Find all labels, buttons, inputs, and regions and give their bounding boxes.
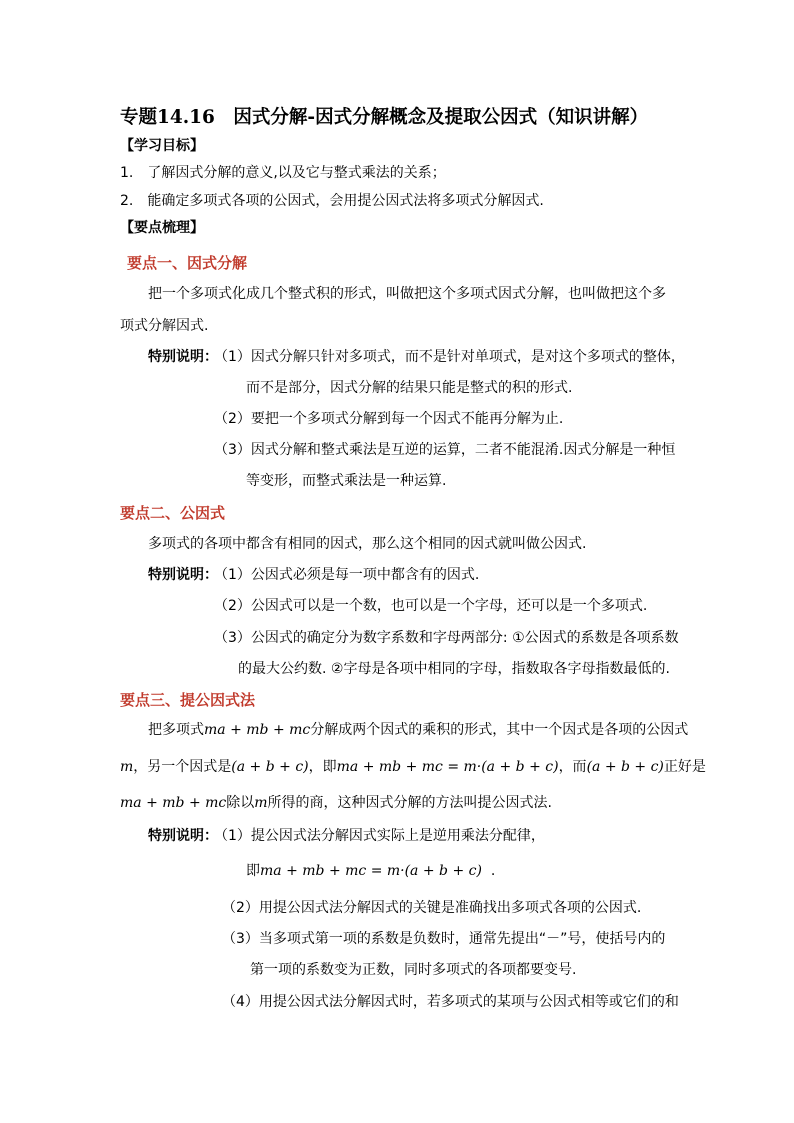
point2-heading: 要点二、公因式	[120, 504, 226, 522]
math-sum-2: (a + b + c)	[586, 759, 664, 775]
objective-item-1: 1. 了解因式分解的意义,以及它与整式乘法的关系；	[120, 165, 446, 181]
point2-body: 多项式的各项中都含有相同的因式，那么这个相同的因式就叫做公因式.	[148, 536, 587, 552]
summary-heading: 【要点梳理】	[120, 220, 204, 236]
point2-note-3: （3）公因式的确定分为数字系数和字母两部分: ①公因式的系数是各项系数	[214, 630, 679, 646]
objectives-heading: 【学习目标】	[120, 138, 204, 154]
page-title: 专题14.16 因式分解-因式分解概念及提取公因式（知识讲解）	[120, 107, 649, 128]
point3-note-3: （3）当多项式第一项的系数是负数时，通常先提出“－”号，使括号内的	[222, 931, 666, 947]
point3-heading: 要点三、提公因式法	[120, 691, 256, 709]
math-m-2: m	[254, 795, 268, 811]
math-sum: (a + b + c)	[231, 759, 309, 775]
point1-note-3: （3）因式分解和整式乘法是互逆的运算，二者不能混淆.因式分解是一种恒	[214, 442, 676, 458]
point3-note-4: （4）用提公因式法分解因式时，若多项式的某项与公因式相等或它们的和	[222, 994, 679, 1010]
point3-note-1-formula	[246, 861, 495, 881]
point1-body-line2: 项式分解因式.	[120, 318, 209, 334]
point3-line2-text-a: ，另一个因式是	[133, 759, 232, 775]
point2-note-3-cont: 的最大公约数. ②字母是各项中相同的字母，指数取各字母指数最低的.	[238, 661, 670, 677]
math-identity: ma + mb + mc = m·(a + b + c)	[336, 759, 559, 775]
math-identity-2: ma + mb + mc = m·(a + b + c)	[260, 863, 482, 879]
point1-note-label: 特别说明：	[148, 349, 218, 365]
point1-note-2: （2）要把一个多项式分解到每一个因式不能再分解为止.	[214, 411, 564, 427]
point2-note-2: （2）公因式可以是一个数，也可以是一个字母，还可以是一个多项式.	[214, 598, 648, 614]
point3-line3-text-a: 除以	[226, 795, 255, 811]
point3-note-1: （1）提公因式法分解因式实际上是逆用乘法分配律，	[214, 828, 545, 844]
point1-note-1: （1）因式分解只针对多项式，而不是针对单项式，是对这个多项式的整体，	[214, 349, 685, 365]
point3-line2	[120, 757, 706, 777]
point3-note-3-cont: 第一项的系数变为正数，同时多项式的各项都要变号.	[250, 962, 577, 978]
point3-line3	[120, 793, 552, 813]
point3-line3-text-b: 所得的商，这种因式分解的方法叫提公因式法.	[267, 795, 552, 811]
point2-note-1: （1）公因式必须是每一项中都含有的因式.	[214, 567, 480, 583]
point1-heading: 要点一、因式分解	[127, 254, 248, 272]
point3-line2-text-b: ，即	[308, 759, 337, 775]
point1-note-3-cont: 等变形，而整式乘法是一种运算.	[246, 473, 447, 489]
point3-note-2: （2）用提公因式法分解因式的关键是准确找出多项式各项的公因式.	[222, 900, 642, 916]
formula-period: .	[481, 863, 496, 879]
point1-body-line1: 把一个多项式化成几个整式积的形式，叫做把这个多项式因式分解，也叫做把这个多	[148, 286, 666, 302]
point3-line1-text-b: 分解成两个因式的乘积的形式，其中一个因式是各项的公因式	[310, 722, 689, 738]
point2-note-label: 特别说明：	[148, 567, 218, 583]
point3-line1	[148, 720, 688, 740]
point3-note-1-formula-prefix: 即	[246, 863, 260, 879]
point3-line2-text-d: 正好是	[663, 759, 706, 775]
point3-line2-text-c: ，而	[558, 759, 587, 775]
point1-note-1-cont: 而不是部分，因式分解的结果只能是整式的积的形式.	[246, 380, 573, 396]
objective-item-2: 2. 能确定多项式各项的公因式，会用提公因式法将多项式分解因式.	[120, 193, 544, 209]
math-m: m	[120, 759, 134, 775]
point3-note-label: 特别说明：	[148, 828, 218, 844]
math-poly: ma + mb + mc	[204, 722, 311, 738]
point3-line1-text-a: 把多项式	[148, 722, 204, 738]
math-poly-2: ma + mb + mc	[120, 795, 227, 811]
